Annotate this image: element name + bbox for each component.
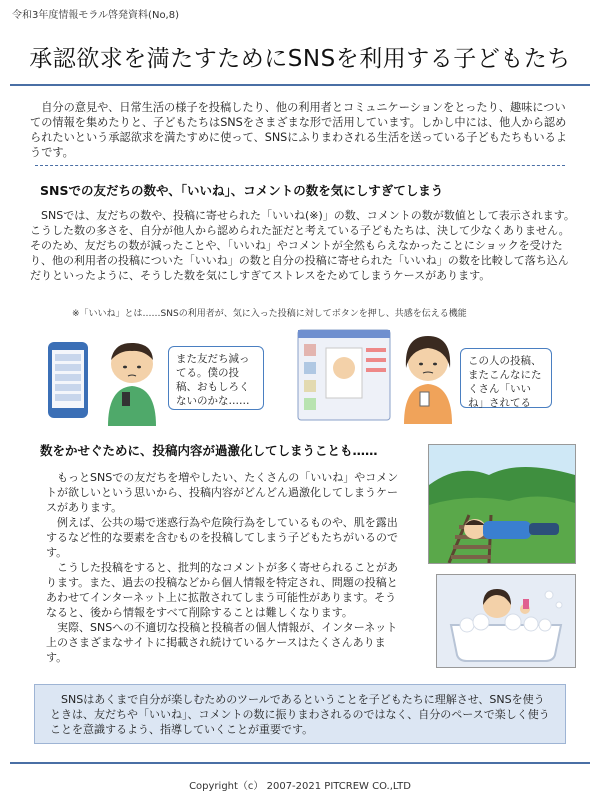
copyright: Copyright（c） 2007-2021 PITCREW CO.,LTD: [189, 781, 411, 792]
boy-icon: [108, 343, 156, 426]
boy-smartphone-illustration: [44, 336, 164, 426]
section2-paragraph: もっとSNSでの友だちを増やしたい、たくさんの「いいね」やコメントが欲しいという思いから、投稿内容がどんどん過激化してしまうケースがあります。: [46, 471, 399, 514]
smartphone-icon: [48, 342, 88, 418]
section1-body: SNSでは、友だちの数や、投稿に寄せられた「いいね(※)」の数、コメントの数が数値として表示されます。こうした数の多さを、自分が他人から認められた証だと考えている子どもたちは、決して少なくありません。そのため、友だちの数が減ったことや、「いいね」やコメントが全然もらえなかったことにショックを受けたり、他の利用者の投稿についた「いいね」の数と自分の投稿に寄せられた「いいね」の数を比較して落ち込んだりといったように、そうした数を気にしすぎてストレスをためてしまうケースがあります。: [30, 209, 575, 282]
top-rule: [10, 84, 590, 86]
railway-danger-illustration: [428, 444, 576, 564]
section2-body: [46, 470, 406, 665]
girl-icon: [404, 336, 452, 424]
page-title: 承認欲求を満たすためにSNSを利用する子どもたち: [29, 46, 571, 72]
bath-selfie-illustration: [436, 574, 576, 668]
sns-screen-icon: [298, 330, 390, 420]
section2-paragraph: 例えば、公共の場で迷惑行為や危険行為をしているものや、肌を露出するなど性的な要素を含むものを投稿してしまう子どもたちがいるのです。: [46, 516, 398, 559]
speech-bubble-boy: また友だち減ってる。僕の投稿、おもしろくないのかな……: [168, 346, 264, 410]
girl-sns-illustration: [296, 328, 460, 424]
header-note: 令和3年度情報モラル啓発資料(No,8): [12, 10, 180, 21]
iine-footnote: ※「いいね」とは……SNSの利用者が、気に入った投稿に対してボタンを押し、共感を伝える機能: [72, 309, 467, 319]
section2-paragraph: こうした投稿をすると、批判的なコメントが多く寄せられることがあります。また、過去の投稿などから個人情報を特定され、問題の投稿とあわせてインターネット上に拡散されてしまう可能性があります。そうなると、後から情報をすべて削除することは難しくなります。: [46, 561, 398, 619]
dotted-divider: [35, 165, 565, 166]
summary-text: SNSはあくまで自分が楽しむためのツールであるということを子どもたちに理解させ、SNSを使うときは、友だちや「いいね」、コメントの数に振りまわされるのではなく、自分のペースで楽しく使うことを意識するよう、指導していくことが重要です。: [50, 693, 550, 736]
section1-heading: SNSでの友だちの数や、「いいね」、コメントの数を気にしすぎてしまう: [40, 183, 444, 198]
intro-paragraph: 自分の意見や、日常生活の様子を投稿したり、他の利用者とコミュニケーションをとったり、趣味についての情報を集めたりと、子どもたちはSNSをさまざまな形で活用しています。しかし中には、他人から認められたいという承認欲求を満たすめに使って、SNSにふりまわされる生活を送っている子どもたちもいるようです。: [30, 101, 567, 159]
section2-paragraph: 実際、SNSへの不適切な投稿と投稿者の個人情報が、インターネット上のさまざまなサイトに掲載され続けているケースはたくさんあります。: [46, 621, 398, 664]
speech-bubble-girl: この人の投稿、またこんなにたくさん「いいね」されてる: [460, 348, 552, 408]
bottom-rule: [10, 762, 590, 764]
section2-heading: 数をかせぐために、投稿内容が過激化してしまうことも……: [40, 443, 378, 458]
